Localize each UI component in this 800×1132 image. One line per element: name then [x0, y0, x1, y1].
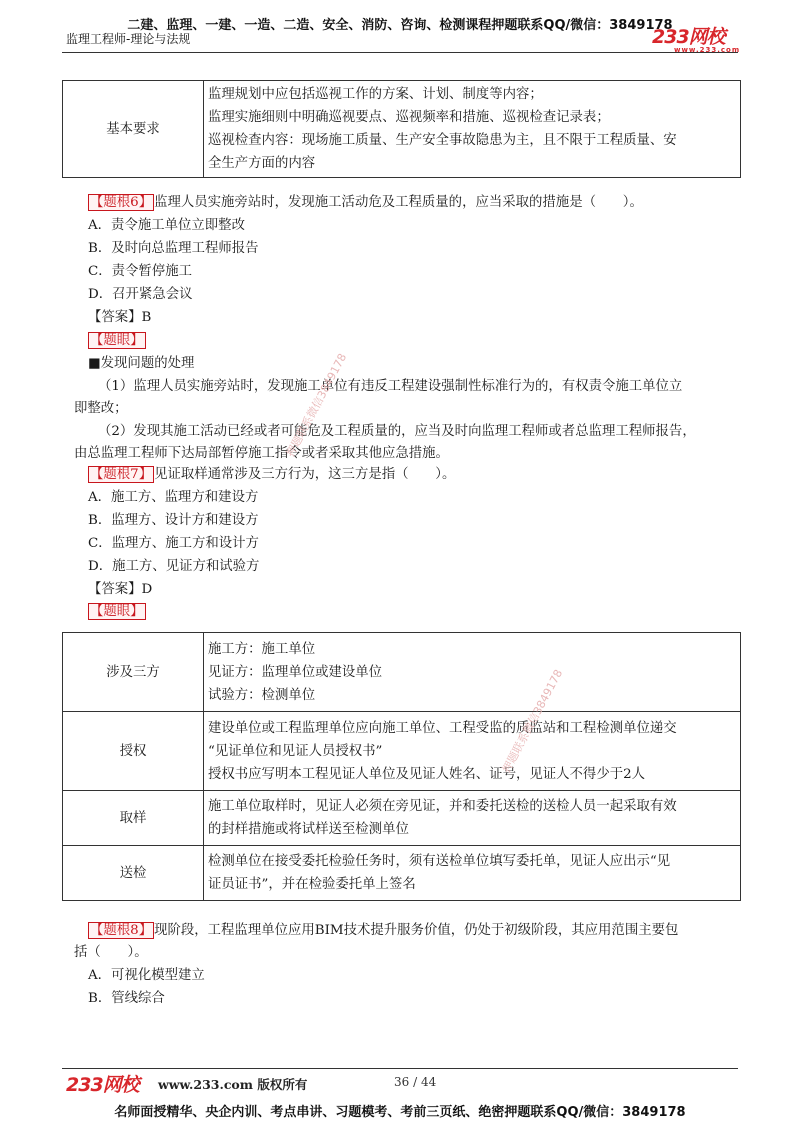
table-key-cell: 取样: [63, 791, 204, 846]
watermark-text: 押题联系微信3849178: [499, 667, 566, 776]
table-line: “见证单位和见证人员授权书”: [208, 743, 383, 759]
option-a: A．责令施工单位立即整改: [88, 218, 245, 233]
question-text: 监理人员实施旁站时，发现施工活动危及工程质量的，应当采取的措施是（ ）。: [154, 195, 643, 210]
header-promo-text: 二建、监理、一建、一造、二造、安全、消防、咨询、检测课程押题联系QQ/微信：3849178: [127, 18, 673, 33]
table-row: [63, 712, 741, 791]
option-c: C．责令暂停施工: [88, 264, 192, 279]
table-line: 巡视检查内容：现场施工质量、生产安全事故隐患为主，且不限于工程质量、安: [208, 133, 677, 148]
section-heading: ■发现问题的处理: [88, 356, 195, 371]
question-7-stem: [88, 466, 455, 484]
paragraph-line: （2）发现其施工活动已经或者可能危及工程质量的，应当及时向监理工程师或者总监理工程师报告，: [98, 424, 696, 439]
footer-brand-logo[interactable]: 233网校: [66, 1074, 139, 1096]
table-line: 见证方：监理单位或建设单位: [208, 664, 383, 680]
table-key-cell: 涉及三方: [63, 633, 204, 712]
question-text: 见证取样通常涉及三方行为，这三方是指（ ）。: [154, 467, 456, 482]
footer-site-copyright[interactable]: www.233.com 版权所有: [158, 1077, 308, 1092]
table-line: 检测单位在接受委托检验任务时，须有送检单位填写委托单，见证人应出示“见: [208, 854, 671, 869]
question-tag: 【题根7】: [90, 467, 153, 482]
paragraph-line: 即整改；: [74, 401, 128, 416]
table-line: 试验方：检测单位: [208, 687, 316, 703]
table-value-cell: [204, 846, 741, 901]
table-key-cell: 基本要求: [63, 81, 204, 178]
document-subtitle: 监理工程师-理论与法规: [66, 32, 191, 46]
table-row: [63, 791, 741, 846]
inspection-requirements-table: [62, 80, 741, 178]
option-b: B．管线综合: [88, 991, 165, 1006]
question-6-stem: [88, 194, 643, 212]
table-value-cell: [204, 712, 741, 791]
table-key-cell: 授权: [63, 712, 204, 791]
paragraph-line: 由总监理工程师下达局部暂停施工指令或者采取其他应急措施。: [74, 446, 449, 461]
table-key-cell: 送检: [63, 846, 204, 901]
option-c: C．监理方、施工方和设计方: [88, 536, 259, 551]
question-8-stem: [88, 922, 678, 940]
table-line: 授权书应写明本工程见证人单位及见证人姓名、证号，见证人不得少于2人: [208, 766, 646, 782]
brand-logo-text: 233网校: [652, 26, 725, 48]
paragraph-line: （1）监理人员实施旁站时，发现施工单位有违反工程建设强制性标准行为的，有权责令施工单位立: [98, 379, 683, 394]
option-a: A．施工方、监理方和建设方: [88, 490, 259, 505]
table-row: [63, 81, 741, 178]
option-d: D．召开紧急会议: [88, 287, 193, 302]
table-line: 施工方：施工单位: [208, 641, 316, 657]
table-line: 施工单位取样时，见证人必须在旁见证，并和委托送检的送检人员一起采取有效: [208, 799, 677, 814]
question-text: 现阶段，工程监理单位应用BIM技术提升服务价值，仍处于初级阶段，其应用范围主要包: [154, 923, 679, 938]
brand-logo[interactable]: [652, 22, 740, 54]
question-tag: 【题眼】: [90, 604, 144, 619]
question-tag: 【题眼】: [90, 333, 144, 348]
table-value-cell: [204, 81, 741, 178]
witness-sampling-table: [62, 632, 741, 901]
option-b: B．及时向总监理工程师报告: [88, 241, 259, 256]
table-value-cell: [204, 791, 741, 846]
table-value-cell: [204, 633, 741, 712]
page-number: 36 / 44: [394, 1075, 437, 1089]
table-line: 证员证书”，并在检验委托单上签名: [208, 877, 416, 892]
option-a: A．可视化模型建立: [88, 968, 205, 983]
key-point-tag: [88, 332, 146, 350]
answer-line: 【答案】B: [88, 310, 152, 325]
watermark-text: 押题联系微信3849178: [283, 351, 350, 460]
footer-divider: [62, 1068, 738, 1069]
footer-promo-text: 名师面授精华、央企内训、考点串讲、习题模考、考前三页纸、绝密押题联系QQ/微信：3849178: [114, 1105, 686, 1120]
answer-line: 【答案】D: [88, 582, 153, 597]
table-line: 监理规划中应包括巡视工作的方案、计划、制度等内容；: [208, 87, 543, 102]
table-line: 建设单位或工程监理单位应向施工单位、工程受监的质监站和工程检测单位递交: [208, 720, 677, 736]
header-divider: [62, 52, 738, 53]
table-line: 的封样措施或将试样送至检测单位: [208, 822, 409, 837]
table-line: 监理实施细则中明确巡视要点、巡视频率和措施、巡视检查记录表；: [208, 110, 610, 125]
table-line: 全生产方面的内容: [208, 156, 316, 171]
question-text-continued: 括（ ）。: [74, 945, 148, 960]
option-b: B．监理方、设计方和建设方: [88, 513, 259, 528]
table-row: [63, 846, 741, 901]
brand-logo-domain: www.233.com: [674, 46, 741, 54]
option-d: D．施工方、见证方和试验方: [88, 559, 260, 574]
table-row: [63, 633, 741, 712]
question-tag: 【题根6】: [90, 195, 153, 210]
question-tag: 【题根8】: [90, 923, 153, 938]
key-point-tag: [88, 603, 146, 621]
